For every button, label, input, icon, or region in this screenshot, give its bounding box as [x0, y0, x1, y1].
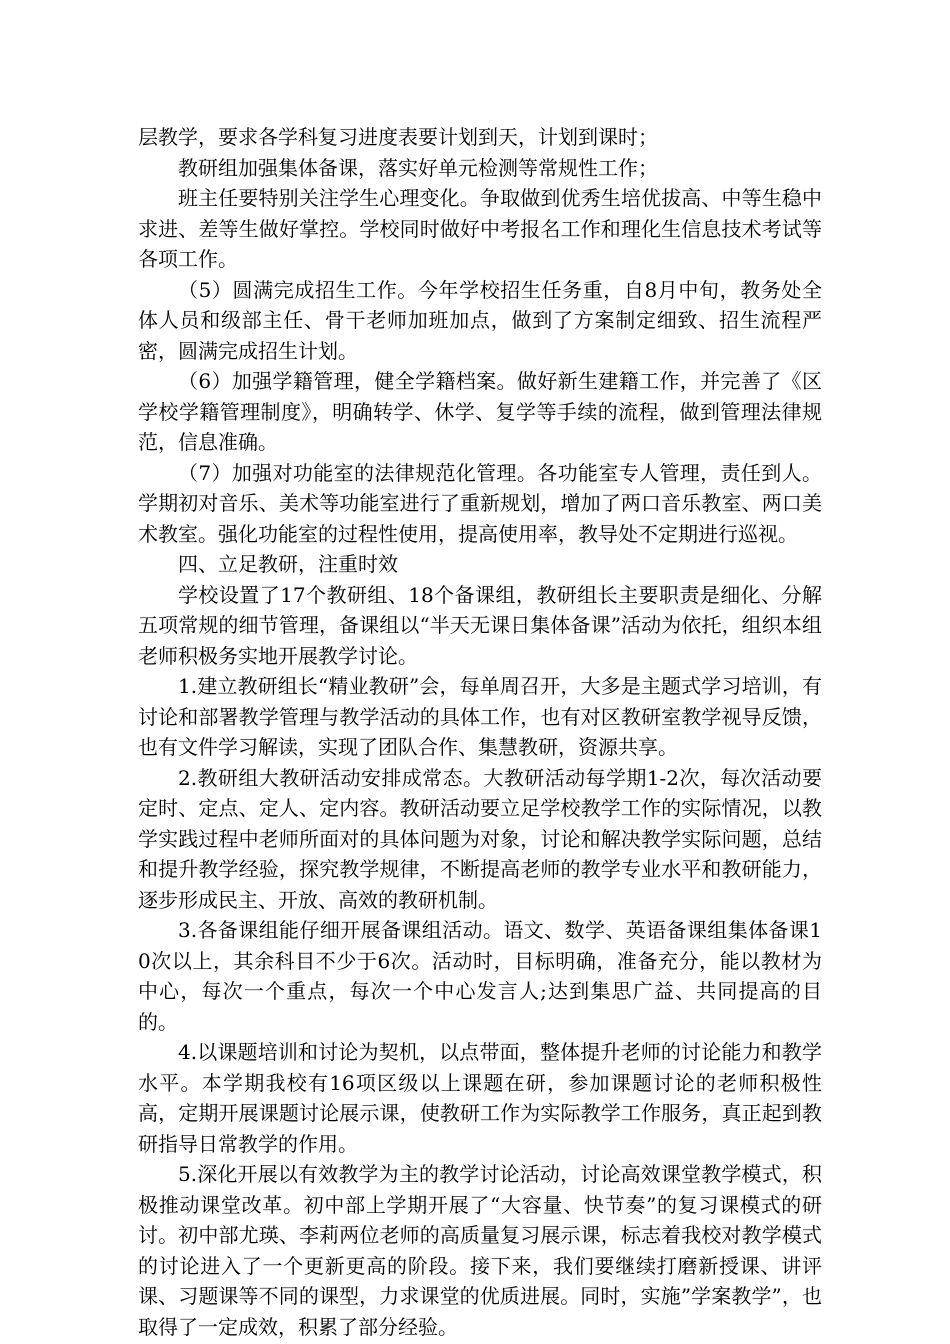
paragraph: 3.各备课组能仔细开展备课组活动。语文、数学、英语备课组集体备课10次以上，其余科目不少于6次。活动时，目标明确，准备充分，能以教材为中心，每次一个重点，每次一个中心发言人;达到集思广益、共同提高的目的。	[138, 918, 822, 1034]
paragraph: （6）加强学籍管理，健全学籍档案。做好新生建籍工作，并完善了《区学校学籍管理制度》，明确转学、休学、复学等手续的流程，做到管理法律规范，信息准确。	[138, 369, 822, 454]
paragraph: 4.以课题培训和讨论为契机，以点带面，整体提升老师的讨论能力和教学水平。本学期我校有16项区级以上课题在研，参加课题讨论的老师积极性高，定期开展课题讨论展示课，使教研工作为实际教学工作服务，真正起到教研指导日常教学的作用。	[138, 1040, 822, 1156]
paragraph: （5）圆满完成招生工作。今年学校招生任务重，自8月中旬，教务处全体人员和级部主任、骨干老师加班加点，做到了方案制定细致、招生流程严密，圆满完成招生计划。	[138, 277, 822, 363]
paragraph: 1.建立教研组长“精业教研”会，每单周召开，大多是主题式学习培训，有讨论和部署教学管理与教学活动的具体工作，也有对区教研室教学视导反馈，也有文件学习解读，实现了团队合作、集慧教研，资源共享。	[138, 674, 822, 759]
paragraph: （7）加强对功能室的法律规范化管理。各功能室专人管理，责任到人。学期初对音乐、美术等功能室进行了重新规划，增加了两口音乐教室、两口美术教室。强化功能室的过程性使用，提高使用率，教导处不定期进行巡视。	[138, 460, 822, 546]
paragraph: 2.教研组大教研活动安排成常态。大教研活动每学期1-2次，每次活动要定时、定点、定人、定内容。教研活动要立足学校教学工作的实际情况，以教学实践过程中老师所面对的具体问题为对象，讨论和解决教学实际问题，总结和提升教学经验，探究教学规律，不断提高老师的教学专业水平和教研能力，逐步形成民主、开放、高效的教研机制。	[138, 765, 822, 912]
document-body	[138, 122, 822, 1342]
paragraph: 班主任要特别关注学生心理变化。争取做到优秀生培优拔高、中等生稳中求进、差等生做好掌控。学校同时做好中考报名工作和理化生信息技术考试等各项工作。	[138, 186, 822, 271]
paragraph: 5.深化开展以有效教学为主的教学讨论活动，讨论高效课堂教学模式，积极推动课堂改革。初中部上学期开展了“大容量、快节奏”的复习课模式的研讨。初中部尤瑛、李莉两位老师的高质量复习展示课，标志着我校对教学模式的讨论进入了一个更新更高的阶段。接下来，我们要继续打磨新授课、讲评课、习题课等不同的课型，力求课堂的优质进展。同时，实施”学案教学”，也取得了一定成效，积累了部分经验。	[138, 1162, 822, 1339]
section-heading: 四、立足教研，注重时效	[178, 552, 398, 576]
paragraph: 学校设置了17个教研组、18个备课组，教研组长主要职责是细化、分解五项常规的细节管理，备课组以“半天无课日集体备课”活动为依托，组织本组老师积极务实地开展教学讨论。	[138, 582, 822, 668]
paragraph: 教研组加强集体备课，落实好单元检测等常规性工作；	[178, 155, 658, 180]
paragraph: 层教学，要求各学科复习进度表要计划到天，计划到课时；	[138, 125, 658, 149]
